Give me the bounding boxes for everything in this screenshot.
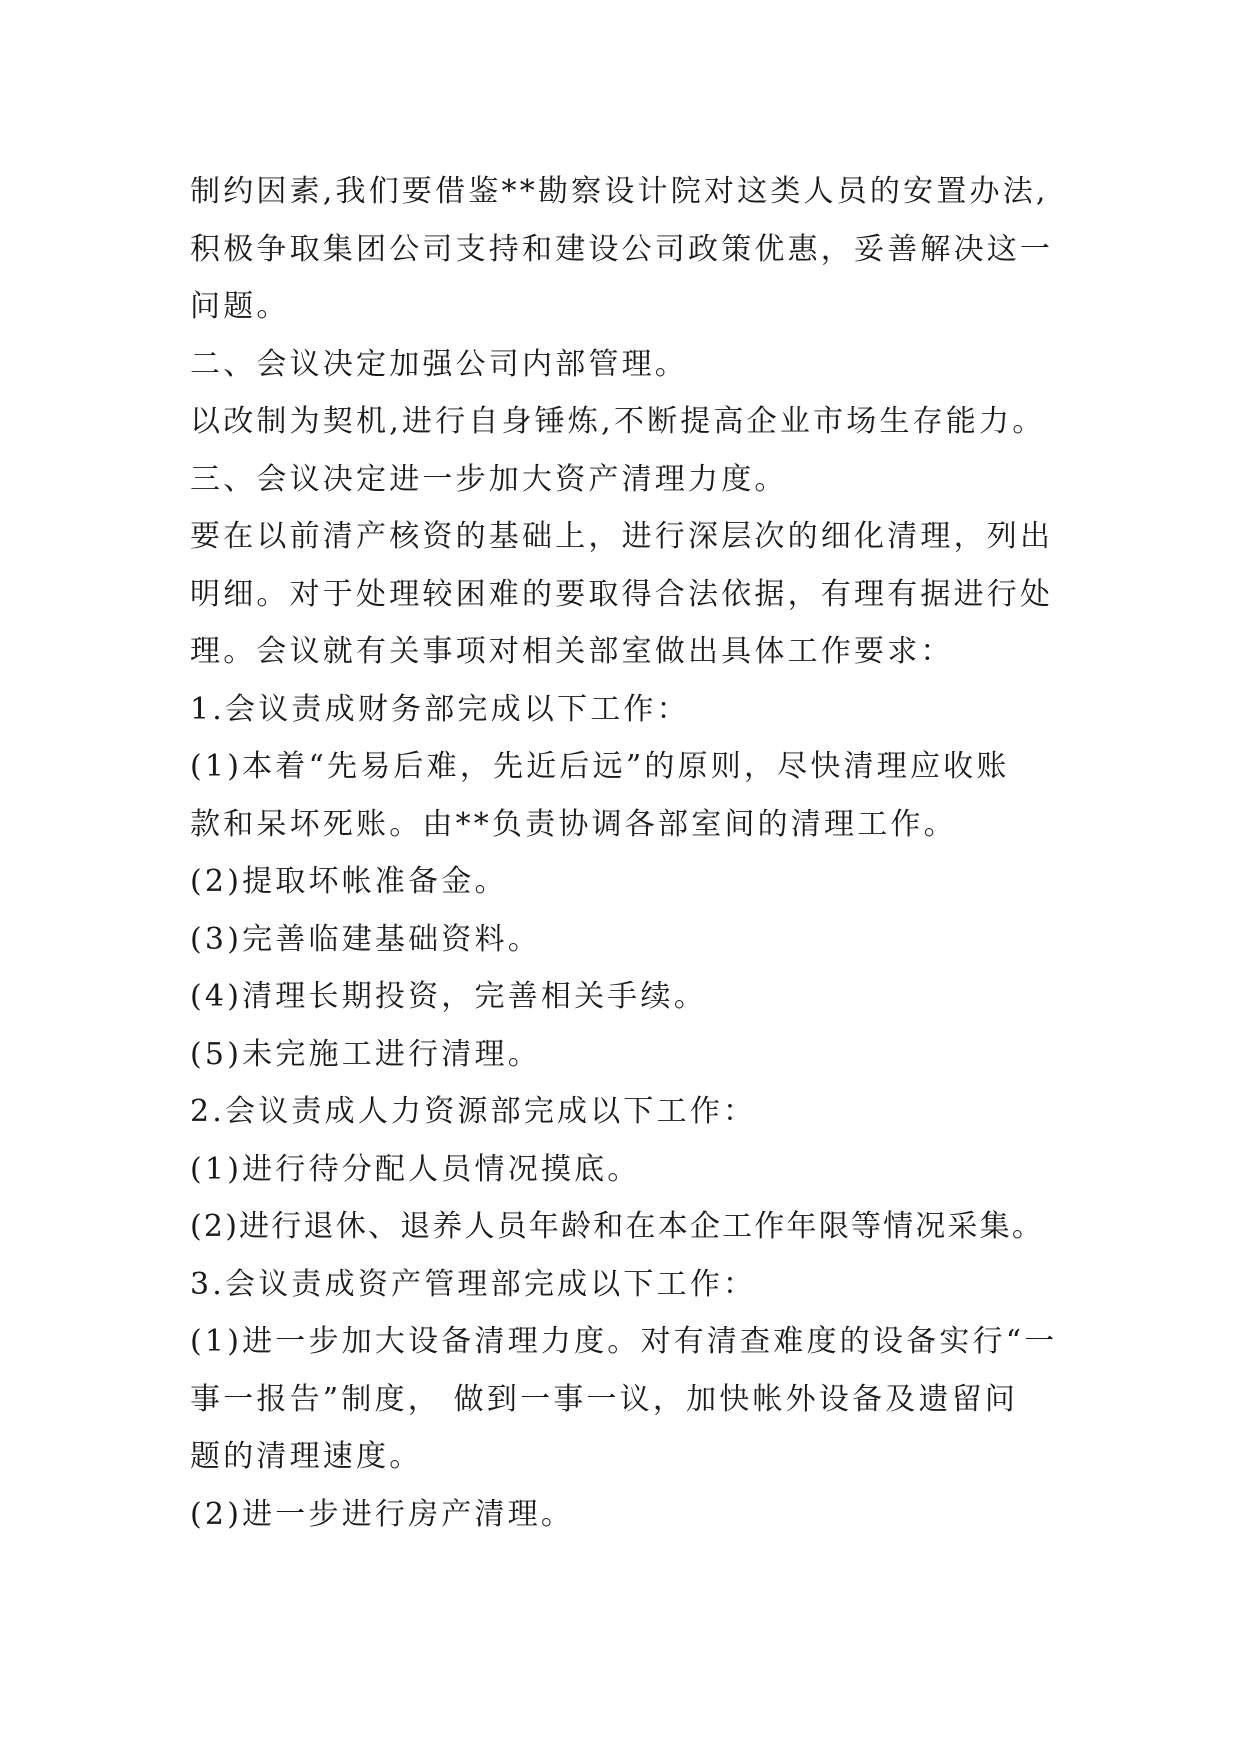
- section-heading: 三、会议决定进一步加大资产清理力度。: [190, 461, 788, 497]
- section-heading: 二、会议决定加强公司内部管理。: [190, 346, 688, 382]
- list-item: (1)进行待分配人员情况摸底。: [190, 1151, 641, 1187]
- paragraph-line: 以改制为契机,进行自身锤炼,不断提高企业市场生存能力。: [190, 404, 1046, 439]
- list-item: (1)本着“先易后难，先近后远”的原则，尽快清理应收账: [190, 749, 1010, 784]
- document-body: [190, 163, 1090, 1543]
- list-heading: 3.会议责成资产管理部完成以下工作：: [190, 1266, 757, 1302]
- list-item: 事一报告”制度， 做到一事一议，加快帐外设备及遗留问: [190, 1381, 1019, 1417]
- paragraph-line: 制约因素,我们要借鉴**勘察设计院对这类人员的安置办法,: [190, 174, 1049, 209]
- list-item: (1)进一步加大设备清理力度。对有清查难度的设备实行“一: [190, 1324, 1058, 1359]
- list-item: (2)进行退休、退养人员年龄和在本企工作年限等情况采集。: [190, 1209, 1045, 1244]
- paragraph-line: 明细。对于处理较困难的要取得合法依据，有理有据进行处: [190, 576, 1054, 612]
- list-item: (3)完善临建基础资料。: [190, 921, 541, 957]
- list-item: 题的清理速度。: [190, 1439, 423, 1474]
- list-item: (5)未完施工进行清理。: [190, 1036, 541, 1072]
- paragraph-line: 理。会议就有关事项对相关部室做出具体工作要求：: [190, 634, 954, 669]
- paragraph-line: 要在以前清产核资的基础上，进行深层次的细化清理，列出: [190, 519, 1054, 554]
- list-item: (4)清理长期投资，完善相关手续。: [190, 979, 707, 1014]
- list-item: (2)进一步进行房产清理。: [190, 1496, 575, 1532]
- list-item: 款和呆坏死账。由**负责协调各部室间的清理工作。: [190, 806, 957, 842]
- list-heading: 2.会议责成人力资源部完成以下工作：: [190, 1094, 757, 1129]
- list-heading: 1.会议责成财务部完成以下工作：: [190, 691, 690, 727]
- paragraph-line: 问题。: [190, 289, 290, 324]
- list-item: (2)提取坏帐准备金。: [190, 864, 508, 899]
- paragraph-line: 积极争取集团公司支持和建设公司政策优惠，妥善解决这一: [190, 231, 1054, 267]
